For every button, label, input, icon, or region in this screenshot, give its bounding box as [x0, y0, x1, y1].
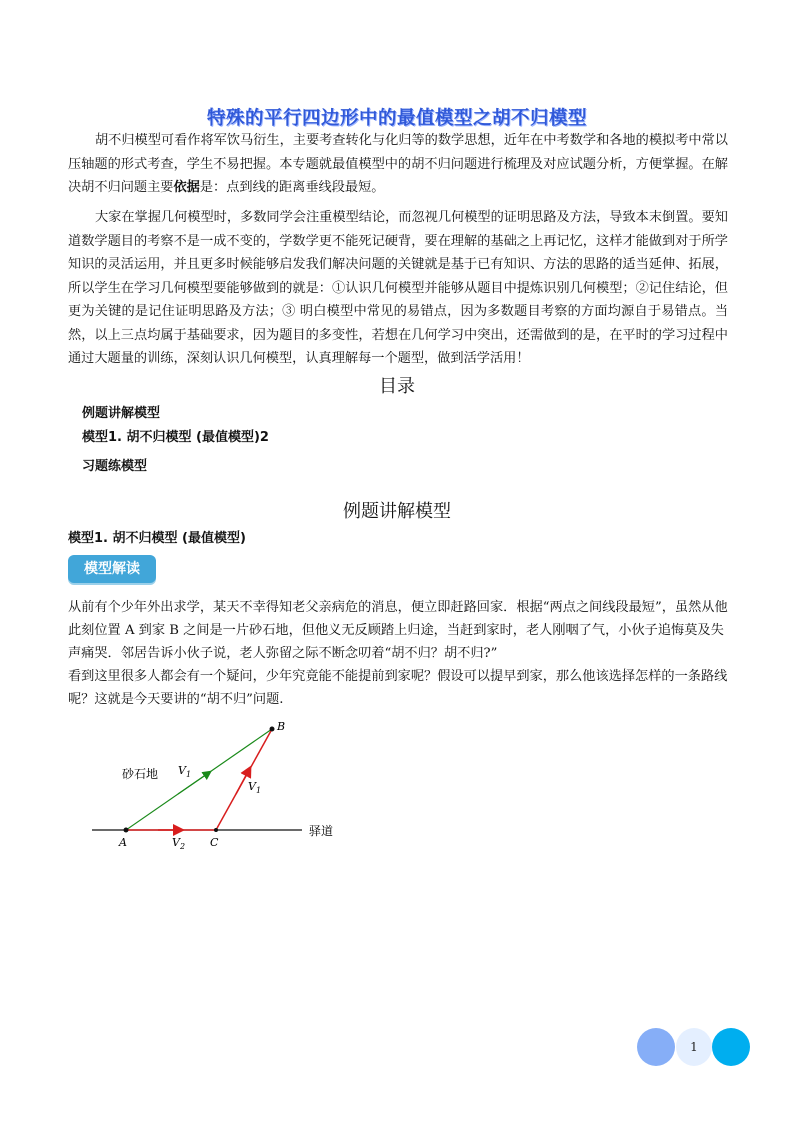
story-paragraph-2: 看到这里很多人都会有一个疑问，少年究竟能不能提前到家呢？假设可以提早到家，那么他该选择怎样的一条路线呢？这就是今天要讲的“胡不归”问题. — [68, 669, 728, 707]
page-title: 特殊的平行四边形中的最值模型之胡不归模型 — [206, 108, 587, 129]
label-road: 驿道 — [309, 824, 334, 838]
toc-item-examples[interactable]: 例题讲解模型 — [82, 406, 161, 421]
intro-basis-rest: 是：点到线的距离垂线段最短。 — [199, 180, 385, 195]
toc-item-model-1[interactable]: 模型1. 胡不归模型 (最值模型)2 — [82, 430, 269, 445]
page-next-button[interactable] — [712, 1028, 750, 1066]
toc-title: 目录 — [379, 376, 415, 397]
label-point-a: A — [119, 836, 127, 849]
label-point-b: B — [277, 720, 286, 733]
intro-basis-bold: 依据 — [173, 180, 200, 195]
toc-item-exercises[interactable]: 习题练模型 — [82, 459, 148, 474]
model-explain-badge: 模型解读 — [68, 555, 156, 583]
label-velocity-ac: $V_2$ — [172, 836, 186, 851]
label-velocity-cb: $V_1$ — [248, 780, 262, 795]
page-prev-button[interactable] — [637, 1028, 675, 1066]
model-heading: 模型1. 胡不归模型 (最值模型) — [68, 531, 246, 546]
label-velocity-ab: $V_1$ — [178, 764, 192, 779]
point-a-dot — [124, 828, 129, 833]
point-c-dot — [214, 828, 218, 832]
page-number: 1 — [676, 1028, 712, 1066]
point-b-dot — [270, 727, 275, 732]
intro-paragraph-1 — [68, 129, 728, 200]
intro-paragraph-2: 大家在掌握几何模型时，多数同学会注重模型结论，而忽视几何模型的证明思路及方法，导致本末倒置。要知道数学题目的考察不是一成不变的，学数学更不能死记硬背，要在理解的基础之上再记忆，这样才能做到对于所学知识的灵活运用，并且更多时候能够启发我们解决问题的关键就是基于已有知识、方法的思路的适当延伸、拓展，所以学生在学习几何模型要能够做到的就是：①认识几何模型并能够从题目中提炼识别几何模型；②记住结论，但更为关键的是记住证明思路及方法；③ 明白模型中常见的易错点，因为多数题目考察的方面均源自于易错点。当然，以上三点均属于基础要求，因为题目的多变性，若想在几何学习中突出，还需做到的是，在平时的学习过程中通过大题量的训练，深刻认识几何模型，认真理解每一个题型，做到活学活用！ — [68, 210, 728, 366]
story-paragraph-1: 从前有个少年外出求学，某天不幸得知老父亲病危的消息，便立即赶路回家．根据“两点之间线段最短”，虽然从他此刻位置 A 到家 B 之间是一片砂石地，但他义无反顾踏上归途，当赶到家时，老人刚咽了气，小伙子追悔莫及失声痛哭．邻居告诉小伙子说，老人弥留之际不断念叨着“胡不归？胡不归?” — [68, 600, 728, 661]
intro-text-1: 胡不归模型可看作将军饮马衍生，主要考查转化与化归等的数学思想，近年在中考数学和各地的模拟考中常以压轴题的形式考查，学生不易把握。本专题就最值模型中的胡不归问题进行梳理及对应试题分析，方便掌握。在解决胡不归问题主要 — [68, 133, 728, 195]
label-gravel: 砂石地 — [122, 767, 159, 781]
hubugui-diagram — [88, 718, 358, 858]
section-title: 例题讲解模型 — [343, 501, 451, 522]
label-point-c: C — [210, 836, 219, 849]
